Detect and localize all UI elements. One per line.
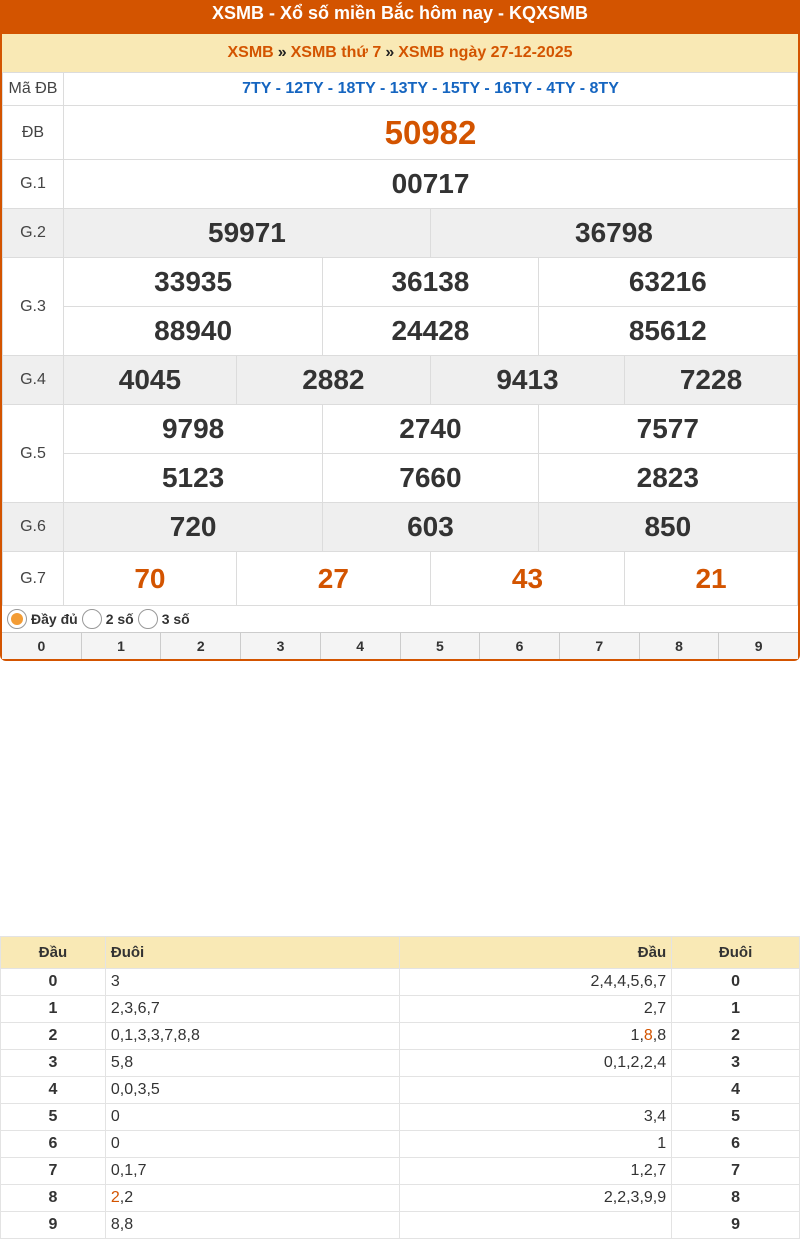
loto-row — [1, 1023, 800, 1050]
prize-number-g3: 85612 — [538, 307, 797, 356]
digit-filter-1[interactable]: 1 — [82, 633, 162, 659]
digit-filter-3[interactable]: 3 — [241, 633, 321, 659]
loto-head-digit: 3 — [1, 1050, 106, 1077]
prize-number-g5: 9798 — [64, 405, 323, 454]
loto-head-digit: 5 — [1, 1104, 106, 1131]
prize-number-g5: 5123 — [64, 454, 323, 503]
loto-tail-digit: 7 — [672, 1158, 800, 1185]
prize-row-g5 — [3, 405, 798, 454]
loto-tails: 0 — [105, 1104, 399, 1131]
loto-heads: 1,2,7 — [399, 1158, 672, 1185]
breadcrumb — [2, 34, 798, 72]
prize-row-g1 — [3, 160, 798, 209]
digit-filter-8[interactable]: 8 — [640, 633, 720, 659]
digit-filter-5[interactable]: 5 — [401, 633, 481, 659]
loto-value-highlight: 8 — [643, 1027, 653, 1044]
radio-3-digits[interactable] — [138, 609, 158, 629]
loto-tails: 0 — [105, 1131, 399, 1158]
loto-row — [1, 1185, 800, 1212]
prize-number-g3: 24428 — [323, 307, 538, 356]
prize-number-g7: 70 — [64, 552, 237, 606]
loto-tail-digit: 1 — [672, 996, 800, 1023]
loto-heads: 2,2,3,9,9 — [399, 1185, 672, 1212]
loto-header-dau: Đầu — [1, 937, 106, 969]
loto-value-highlight: 2 — [110, 1189, 120, 1206]
prize-number-g4: 9413 — [430, 356, 624, 405]
digit-filter-7[interactable]: 7 — [560, 633, 640, 659]
breadcrumb-link-xsmb-date[interactable]: XSMB ngày 27-12-2025 — [398, 44, 573, 61]
loto-row — [1, 1077, 800, 1104]
loto-head-digit: 2 — [1, 1023, 106, 1050]
loto-tails: 3 — [105, 969, 399, 996]
loto-header-duoi: Đuôi — [105, 937, 399, 969]
loto-heads: 0,1,2,2,4 — [399, 1050, 672, 1077]
digit-filter-4[interactable]: 4 — [321, 633, 401, 659]
loto-row — [1, 1050, 800, 1077]
loto-tails: 8,8 — [105, 1212, 399, 1239]
loto-table — [0, 936, 800, 1239]
loto-row — [1, 996, 800, 1023]
loto-header-duoi-right: Đuôi — [672, 937, 800, 969]
special-code-row — [3, 73, 798, 106]
prize-row-g3 — [3, 307, 798, 356]
page-title: XSMB - Xổ số miền Bắc hôm nay - KQXSMB — [0, 0, 800, 34]
loto-tail-digit: 9 — [672, 1212, 800, 1239]
prize-label-g5: G.5 — [3, 405, 64, 503]
loto-heads: 2,4,4,5,6,7 — [399, 969, 672, 996]
special-code-value: 7TY - 12TY - 18TY - 13TY - 15TY - 16TY - 4TY - 8TY — [64, 73, 798, 106]
breadcrumb-separator: » — [385, 44, 395, 61]
prize-number-g3: 36138 — [323, 258, 538, 307]
prize-label-g1: G.1 — [3, 160, 64, 209]
loto-tail-digit: 0 — [672, 969, 800, 996]
loto-tail-digit: 4 — [672, 1077, 800, 1104]
loto-heads: 3,4 — [399, 1104, 672, 1131]
digit-filter-2[interactable]: 2 — [161, 633, 241, 659]
loto-tails: 2,3,6,7 — [105, 996, 399, 1023]
loto-row — [1, 969, 800, 996]
breadcrumb-link-xsmb[interactable]: XSMB — [227, 44, 274, 61]
digit-filter-9[interactable]: 9 — [719, 633, 798, 659]
loto-tail-digit: 8 — [672, 1185, 800, 1212]
prize-number-g7: 27 — [236, 552, 430, 606]
display-options — [2, 605, 798, 633]
loto-value: ,2 — [119, 1189, 134, 1206]
prize-number-g2: 59971 — [64, 209, 431, 258]
prize-label-db: ĐB — [3, 106, 64, 160]
loto-head-digit: 0 — [1, 969, 106, 996]
loto-row — [1, 1104, 800, 1131]
loto-row — [1, 1212, 800, 1239]
prize-number-g4: 2882 — [236, 356, 430, 405]
prize-row-g5 — [3, 454, 798, 503]
prize-number-g5: 2823 — [538, 454, 797, 503]
prize-row-g7 — [3, 552, 798, 606]
prize-table — [2, 72, 798, 606]
breadcrumb-link-xsmb-thu-7[interactable]: XSMB thứ 7 — [290, 44, 382, 61]
breadcrumb-separator: » — [277, 44, 287, 61]
prize-label-g4: G.4 — [3, 356, 64, 405]
option-label-3-digits[interactable]: 3 số — [161, 611, 190, 627]
prize-number-g3: 63216 — [538, 258, 797, 307]
special-code-label: Mã ĐB — [3, 73, 64, 106]
prize-number-g4: 4045 — [64, 356, 237, 405]
loto-heads — [399, 1212, 672, 1239]
prize-number-g7: 43 — [430, 552, 624, 606]
loto-tails: 0,1,3,3,7,8,8 — [105, 1023, 399, 1050]
loto-head-digit: 9 — [1, 1212, 106, 1239]
loto-tail-digit: 6 — [672, 1131, 800, 1158]
loto-tail-digit: 5 — [672, 1104, 800, 1131]
loto-heads — [399, 1023, 672, 1050]
loto-head-digit: 4 — [1, 1077, 106, 1104]
prize-row-g2 — [3, 209, 798, 258]
loto-tails: 0,1,7 — [105, 1158, 399, 1185]
prize-label-g7: G.7 — [3, 552, 64, 606]
loto-head-digit: 1 — [1, 996, 106, 1023]
prize-number-g1: 00717 — [64, 160, 798, 209]
prize-number-g6: 720 — [64, 503, 323, 552]
prize-number-g3: 88940 — [64, 307, 323, 356]
prize-row-g6 — [3, 503, 798, 552]
prize-number-g4: 7228 — [625, 356, 798, 405]
option-label-full[interactable]: Đầy đủ — [31, 611, 78, 627]
prize-number-g3: 33935 — [64, 258, 323, 307]
loto-row — [1, 1131, 800, 1158]
digit-filter-0[interactable]: 0 — [2, 633, 82, 659]
prize-number-g5: 7577 — [538, 405, 797, 454]
loto-head-digit: 8 — [1, 1185, 106, 1212]
loto-tail-digit: 3 — [672, 1050, 800, 1077]
radio-2-digits[interactable] — [82, 609, 102, 629]
prize-number-g2: 36798 — [430, 209, 797, 258]
radio-full[interactable] — [7, 609, 27, 629]
prize-number-g6: 850 — [538, 503, 797, 552]
loto-tails: 0,0,3,5 — [105, 1077, 399, 1104]
loto-row — [1, 1158, 800, 1185]
loto-heads — [399, 1077, 672, 1104]
prize-number-g7: 21 — [625, 552, 798, 606]
prize-label-g2: G.2 — [3, 209, 64, 258]
loto-head-digit: 7 — [1, 1158, 106, 1185]
prize-label-g6: G.6 — [3, 503, 64, 552]
loto-heads: 1 — [399, 1131, 672, 1158]
prize-row-db — [3, 106, 798, 160]
loto-tails: 5,8 — [105, 1050, 399, 1077]
prize-row-g4 — [3, 356, 798, 405]
prize-number-g5: 7660 — [323, 454, 538, 503]
prize-number-g6: 603 — [323, 503, 538, 552]
digit-filter-row — [2, 632, 798, 659]
prize-number-g5: 2740 — [323, 405, 538, 454]
loto-header-row — [1, 937, 800, 969]
prize-number-db: 50982 — [64, 106, 798, 160]
loto-value: 1, — [630, 1027, 644, 1044]
prize-row-g3 — [3, 258, 798, 307]
loto-tail-digit: 2 — [672, 1023, 800, 1050]
digit-filter-6[interactable]: 6 — [480, 633, 560, 659]
loto-value: ,8 — [652, 1027, 667, 1044]
loto-heads: 2,7 — [399, 996, 672, 1023]
prize-label-g3: G.3 — [3, 258, 64, 356]
option-label-2-digits[interactable]: 2 số — [105, 611, 134, 627]
loto-head-digit: 6 — [1, 1131, 106, 1158]
loto-tails — [105, 1185, 399, 1212]
loto-header-dau-right: Đầu — [399, 937, 672, 969]
